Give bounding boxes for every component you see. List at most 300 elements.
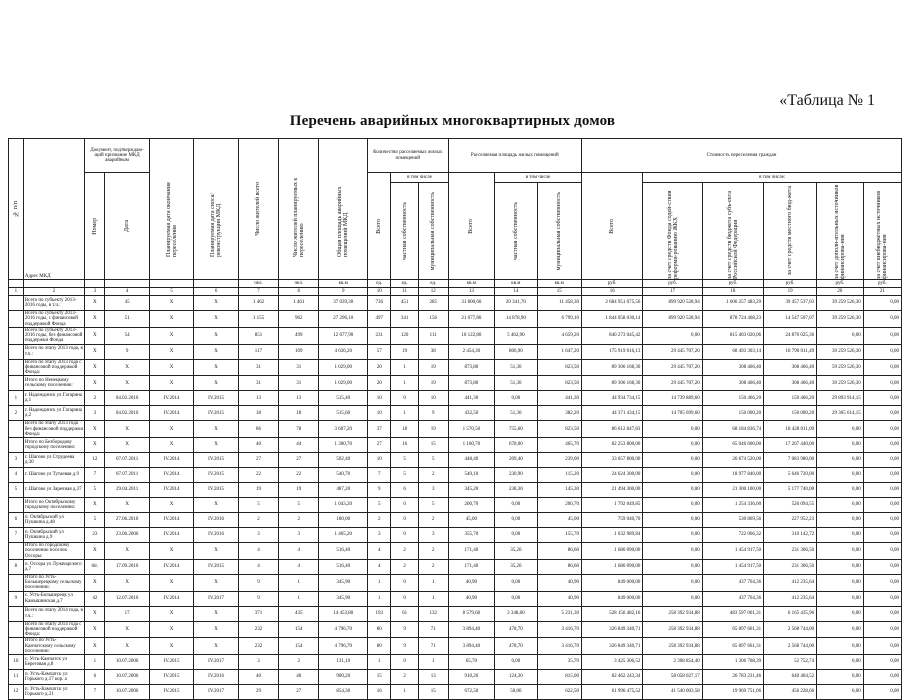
table-cell: 3	[85, 406, 105, 421]
row-address: п. Усть-Камчатск ул Горького д.17 кор. а	[23, 670, 84, 685]
table-cell: 0	[391, 498, 419, 513]
table-cell: 3 607,20	[319, 421, 368, 438]
table-cell: 355,70	[448, 528, 495, 543]
table-cell: 0,00	[643, 421, 702, 438]
table-cell: 4	[279, 559, 319, 574]
header-doc-number: Номер	[85, 173, 105, 280]
table-cell: IV.2015	[194, 559, 238, 574]
table-cell: 231 306,50	[764, 559, 817, 574]
row-address: Всего по этапу 2014 года, в т.ч.:	[23, 606, 84, 621]
table-cell: 120	[391, 327, 419, 344]
table-cell: 89 306 168,30	[581, 359, 642, 376]
table-cell: 9	[238, 574, 278, 591]
table-cell: 40,90	[537, 591, 581, 606]
row-address: Итого по Усть-Большерецкому сельскому поселению:	[23, 574, 84, 591]
table-cell: 2	[391, 543, 419, 560]
table-cell: 19	[418, 376, 448, 391]
table-row	[9, 468, 902, 483]
table-cell: 2	[279, 513, 319, 528]
unit-cell: кв.м	[537, 280, 581, 288]
unit-cell: руб.	[581, 280, 642, 288]
table-cell: 5 462,90	[495, 327, 537, 344]
table-cell: 1 254 336,00	[702, 498, 763, 513]
table-cell: X	[194, 327, 238, 344]
table-cell: 1 300,70	[319, 438, 368, 453]
row-number	[9, 359, 24, 376]
table-cell: 1 032 989,84	[581, 528, 642, 543]
table-cell: 516,40	[319, 543, 368, 560]
unit-cell	[9, 280, 24, 288]
table-cell: 10.07.2006	[105, 670, 150, 685]
table-cell: 31	[279, 376, 319, 391]
header-cost: Стоимость переселения граждан	[581, 139, 901, 173]
table-cell: 29 365 614,15	[817, 406, 864, 421]
table-cell: IV.2014	[149, 391, 193, 406]
table-cell: 823,50	[537, 421, 581, 438]
row-address: Итого по Безбородову городскому поселению:	[23, 438, 84, 453]
table-cell: X	[149, 638, 193, 655]
emergency-houses-table	[8, 138, 902, 700]
table-cell: 0,00	[495, 391, 537, 406]
table-cell: 50,00	[495, 685, 537, 700]
table-cell: 0,00	[817, 468, 864, 483]
table-cell: 0,00	[817, 655, 864, 670]
table-cell: 2	[368, 513, 391, 528]
table-row	[9, 655, 902, 670]
table-cell: 132	[418, 606, 448, 621]
table-cell: 678,00	[495, 438, 537, 453]
table-cell: 78	[279, 421, 319, 438]
table-cell: 2	[391, 670, 419, 685]
table-cell: X	[105, 421, 150, 438]
table-cell: 109	[279, 344, 319, 359]
column-number: 2	[23, 288, 84, 296]
table-cell: 2	[418, 468, 448, 483]
table-cell: 7	[85, 468, 105, 483]
table-cell: 29 893 914,15	[817, 391, 864, 406]
table-cell: 145,30	[537, 483, 581, 498]
table-cell: 117	[238, 344, 278, 359]
table-cell: 26 674 520,00	[702, 453, 763, 468]
table-row	[9, 344, 902, 359]
row-address: Всего по субъекту 2013-2016 годы, без финансовой поддержки Фонда	[23, 327, 84, 344]
row-number: 8	[9, 559, 24, 574]
table-cell: 497	[368, 311, 391, 328]
table-cell: 9	[238, 591, 278, 606]
header-residents-total: Число жителей всего	[238, 139, 278, 280]
table-cell: 86	[238, 421, 278, 438]
table-cell: 900,20	[319, 670, 368, 685]
table-cell: 3 416,70	[537, 638, 581, 655]
table-cell: 65 897 661,31	[702, 638, 763, 655]
table-cell: X	[149, 438, 193, 453]
table-row	[9, 685, 902, 700]
table-cell: 0,00	[817, 543, 864, 560]
table-cell: 44 371 434,15	[581, 406, 642, 421]
table-cell: 19	[418, 359, 448, 376]
table-cell: 0,00	[863, 543, 901, 560]
table-cell: 1 029,00	[319, 376, 368, 391]
table-cell: 22	[279, 468, 319, 483]
table-cell: 910,20	[448, 670, 495, 685]
table-row	[9, 311, 902, 328]
column-number: 13	[448, 288, 495, 296]
table-cell: 150 466,20	[764, 391, 817, 406]
row-address: г. Надеждинск ул Гагарина д.1	[23, 391, 84, 406]
table-cell: X	[149, 621, 193, 638]
table-cell: IV.2014	[149, 406, 193, 421]
table-cell: 155,70	[537, 528, 581, 543]
table-cell: 736	[368, 296, 391, 311]
table-cell: 200,70	[448, 498, 495, 513]
table-cell: 4	[279, 543, 319, 560]
table-cell: 0,00	[643, 468, 702, 483]
header-subject-budget: за счет средств бюджета субъ-екта Российской Федерации	[702, 183, 763, 280]
table-cell: X	[194, 438, 238, 453]
table-cell: 154	[279, 621, 319, 638]
header-total-area: Общая площадь аварийных помещений МКД	[319, 139, 368, 280]
table-cell: 29	[238, 685, 278, 700]
table-cell: 0,00	[817, 591, 864, 606]
table-row	[9, 327, 902, 344]
table-cell: 59 259 526,30	[817, 359, 864, 376]
table-cell: 3	[418, 528, 448, 543]
table-cell: 540,10	[448, 468, 495, 483]
table-cell: 435	[279, 606, 319, 621]
unit-cell: руб.	[863, 280, 901, 288]
table-cell: 5	[238, 498, 278, 513]
row-number: 11	[9, 670, 24, 685]
table-cell: 412 235,64	[764, 574, 817, 591]
table-cell: X	[85, 376, 105, 391]
table-cell: X	[105, 359, 150, 376]
row-address: п. Октябрьский ул Пушкина д.48	[23, 513, 84, 528]
table-cell: 806,90	[495, 344, 537, 359]
table-cell: 13	[238, 391, 278, 406]
row-address: г. Шагово ул Струдеева д.30	[23, 453, 84, 468]
table-cell: IV.2015	[149, 685, 193, 700]
table-cell: 4 659,20	[537, 327, 581, 344]
table-cell: IV.2014	[149, 528, 193, 543]
header-area-municipal: муниципальная собственность	[537, 183, 581, 280]
table-cell: 4 796,70	[319, 621, 368, 638]
table-cell: 4	[238, 559, 278, 574]
table-cell: 150 000,20	[702, 406, 763, 421]
table-cell: 3	[279, 528, 319, 543]
table-cell: 0,00	[495, 574, 537, 591]
table-cell: 672,50	[448, 685, 495, 700]
table-cell: 150 000,20	[764, 406, 817, 421]
row-number	[9, 327, 24, 344]
table-cell: X	[149, 376, 193, 391]
table-cell: 0,00	[817, 421, 864, 438]
table-cell: 12	[85, 453, 105, 468]
table-cell: 29.04.2011	[105, 483, 150, 498]
table-cell: IV.2016	[194, 513, 238, 528]
table-cell: 150 466,20	[702, 391, 763, 406]
row-address: г. Шагово ул Тутаевая д.9	[23, 468, 84, 483]
table-cell: 0,00	[817, 528, 864, 543]
table-cell: X	[149, 344, 193, 359]
table-cell: 71	[418, 638, 448, 655]
column-number: 14	[495, 288, 537, 296]
table-cell: 9	[391, 638, 419, 655]
table-cell: IV.2015	[149, 655, 193, 670]
table-cell: 308 466,40	[764, 359, 817, 376]
table-cell: 0,00	[863, 559, 901, 574]
table-cell: 39 259 526,30	[817, 296, 864, 311]
table-cell: IV.2014	[149, 559, 193, 574]
table-cell: 58 058 027,17	[643, 670, 702, 685]
table-cell: 516,40	[319, 559, 368, 574]
unit-cell: кв.м	[448, 280, 495, 288]
table-cell: 0,00	[643, 438, 702, 453]
table-row	[9, 638, 902, 655]
table-cell: 0,00	[817, 638, 864, 655]
table-cell: IV.2016	[194, 528, 238, 543]
table-cell: 86,60	[537, 543, 581, 560]
row-number: 9	[9, 591, 24, 606]
column-number: 3	[85, 288, 105, 296]
column-number: 7	[238, 288, 278, 296]
table-cell: 68 184 836,74	[702, 421, 763, 438]
table-cell: 27.06.2010	[105, 513, 150, 528]
unit-cell: кв.м	[319, 280, 368, 288]
table-cell: X	[85, 359, 105, 376]
table-cell: 86,60	[537, 559, 581, 574]
table-cell: 19	[391, 344, 419, 359]
table-cell: IV.2015	[194, 391, 238, 406]
row-number	[9, 638, 24, 655]
row-number: 5	[9, 483, 24, 498]
table-cell: 1	[368, 591, 391, 606]
table-cell: 0,00	[863, 359, 901, 376]
row-address: с. Усть-Большерецк ул Камышинская д.7	[23, 591, 84, 606]
table-cell: 1 462	[238, 296, 278, 311]
table-cell: 0	[391, 591, 419, 606]
table-cell: 10	[368, 391, 391, 406]
table-cell: IV.2014	[149, 513, 193, 528]
row-address: с. Усть-Камчатск ул Береговая д.8	[23, 655, 84, 670]
unit-cell: кв.м	[495, 280, 537, 288]
table-cell: 0,00	[863, 438, 901, 453]
table-cell: X	[105, 376, 150, 391]
row-address: п. Оссора ул Луначарского д.7	[23, 559, 84, 574]
table-cell: 71	[418, 621, 448, 638]
row-number: 4	[9, 468, 24, 483]
row-address: г. Надеждинск ул Гагарина д.2	[23, 406, 84, 421]
table-cell: 44	[279, 438, 319, 453]
table-row	[9, 391, 902, 406]
row-address: г. Шагово ул Заречная д.37	[23, 483, 84, 498]
table-cell: 6 799,10	[537, 311, 581, 328]
table-cell: X	[105, 574, 150, 591]
table-cell: 5 646 720,00	[764, 468, 817, 483]
table-cell: 0,00	[643, 498, 702, 513]
table-cell: 0,00	[863, 406, 901, 421]
table-cell: 258 392 934,88	[643, 638, 702, 655]
table-cell: 6tr.	[85, 559, 105, 574]
table-cell: 31	[279, 359, 319, 376]
header-local-budget: за счет средств местного бюд-жета	[764, 183, 817, 280]
table-cell: 3 894,40	[448, 621, 495, 638]
table-cell: 9	[391, 621, 419, 638]
table-cell: 9	[105, 344, 150, 359]
table-cell: 341	[391, 311, 419, 328]
table-cell: 13	[418, 670, 448, 685]
table-cell: X	[85, 638, 105, 655]
row-address: Всего по этапу 2013 года с финансовой поддержкой Фонда:	[23, 359, 84, 376]
column-number: 9	[319, 288, 368, 296]
table-cell: 31	[238, 376, 278, 391]
table-cell: 175 919 016,13	[581, 344, 642, 359]
table-cell: 124,30	[495, 670, 537, 685]
header-num: № п/п	[9, 139, 24, 280]
table-cell: 07.07.2011	[105, 468, 150, 483]
table-cell: 9	[368, 483, 391, 498]
table-cell: 0	[391, 391, 419, 406]
table-cell: 10	[368, 406, 391, 421]
table-cell: 2 308 854,40	[643, 655, 702, 670]
table-cell: 18	[238, 406, 278, 421]
table-cell: 640 404,52	[764, 670, 817, 685]
table-cell: 14 705 699,60	[643, 406, 702, 421]
table-cell: 2	[279, 655, 319, 670]
table-cell: 156	[418, 311, 448, 328]
table-cell: 478,70	[495, 638, 537, 655]
row-number	[9, 421, 24, 438]
table-cell: 0,00	[817, 438, 864, 453]
table-cell: 0,00	[863, 591, 901, 606]
column-number: 15	[537, 288, 581, 296]
table-cell: 0,00	[643, 574, 702, 591]
row-number	[9, 376, 24, 391]
table-cell: 0,00	[817, 559, 864, 574]
unit-cell	[105, 280, 150, 288]
table-row	[9, 296, 902, 311]
table-cell: 19 969 751,06	[702, 685, 763, 700]
table-cell: 39 259 526,30	[817, 311, 864, 328]
table-cell: 14 547 507,07	[764, 311, 817, 328]
table-cell: 4 636,20	[319, 344, 368, 359]
table-row	[9, 670, 902, 685]
table-cell: 0,00	[863, 483, 901, 498]
table-cell: IV.2014	[149, 483, 193, 498]
table-cell: 232	[238, 621, 278, 638]
table-cell: 26 783 231,46	[702, 670, 763, 685]
table-cell: 16	[391, 438, 419, 453]
column-number: 10	[368, 288, 391, 296]
column-number: 19	[764, 288, 817, 296]
table-cell: 515,60	[319, 406, 368, 421]
table-cell: 0,00	[863, 453, 901, 468]
table-cell: 18 977 840,00	[702, 468, 763, 483]
column-number: 21	[863, 288, 901, 296]
table-cell: 3 894,40	[448, 638, 495, 655]
table-cell: 42	[85, 591, 105, 606]
unit-cell	[149, 280, 193, 288]
table-cell: 1 465,20	[319, 528, 368, 543]
table-cell: 2	[418, 559, 448, 574]
table-cell: 0,00	[817, 574, 864, 591]
table-cell: 51,30	[495, 406, 537, 421]
table-cell: 5	[418, 498, 448, 513]
table-cell: 38	[418, 344, 448, 359]
table-cell: IV.2015	[194, 483, 238, 498]
table-cell: 19	[238, 483, 278, 498]
table-cell: 27	[368, 438, 391, 453]
table-cell: 478,70	[495, 621, 537, 638]
table-cell: 238,30	[495, 483, 537, 498]
table-cell: 0,00	[863, 296, 901, 311]
table-cell: 2 684 951 075,56	[581, 296, 642, 311]
table-cell: 1	[391, 359, 419, 376]
table-cell: 5 231,30	[537, 606, 581, 621]
table-cell: 239,00	[537, 453, 581, 468]
row-number: 7	[9, 528, 24, 543]
table-cell: 308 466,40	[764, 376, 817, 391]
row-number: 1	[9, 391, 24, 406]
table-cell: 5	[368, 498, 391, 513]
table-cell: 61 996 475,52	[581, 685, 642, 700]
table-cell: 2	[418, 543, 448, 560]
table-cell: 10	[368, 453, 391, 468]
row-number: 12	[9, 685, 24, 700]
column-number: 6	[194, 288, 238, 296]
table-cell: X	[194, 638, 238, 655]
unit-cell: руб.	[702, 280, 763, 288]
table-cell: X	[85, 344, 105, 359]
table-cell: 515,40	[319, 391, 368, 406]
table-cell: 18	[279, 406, 319, 421]
table-cell: 412 235,64	[764, 591, 817, 606]
table-cell: 22	[238, 468, 278, 483]
table-cell: 1 844 058 030,14	[581, 311, 642, 328]
unit-cell	[85, 280, 105, 288]
units-row	[9, 280, 902, 288]
table-cell: 0,00	[863, 311, 901, 328]
header-fund: за счет средств Фонда содей-ствия реформи-рованию ЖКХ	[643, 183, 702, 280]
table-cell: X	[85, 498, 105, 513]
table-cell: 3 425 306,52	[581, 655, 642, 670]
unit-cell	[23, 280, 84, 288]
table-cell: 37 039,30	[319, 296, 368, 311]
table-cell: X	[149, 606, 193, 621]
row-address: Итого по Октябрьскому городскому поселению:	[23, 498, 84, 513]
table-cell: 35,70	[537, 655, 581, 670]
header-rooms-count: Количество расселяемых жилых помещений	[368, 139, 448, 173]
table-cell: 1 454 917,50	[702, 543, 763, 560]
table-cell: 0,00	[643, 528, 702, 543]
table-cell: 0,00	[863, 391, 901, 406]
header-extra-sources: за счет дополн-ительных источников финансирова-ния	[817, 183, 864, 280]
table-cell: 23	[85, 528, 105, 543]
table-row	[9, 606, 902, 621]
table-cell: 61	[391, 606, 419, 621]
table-cell: X	[85, 296, 105, 311]
table-cell: X	[85, 543, 105, 560]
table-cell: 180,00	[319, 513, 368, 528]
table-cell: 0,00	[495, 591, 537, 606]
unit-cell: ед.	[391, 280, 419, 288]
table-cell: 0,00	[863, 513, 901, 528]
table-cell: IV.2015	[194, 468, 238, 483]
table-cell: 3	[238, 528, 278, 543]
table-cell: 19	[279, 483, 319, 498]
header-rooms-municipal: муниципальная собственность	[418, 183, 448, 280]
table-cell: 17 207 440,00	[764, 438, 817, 453]
table-row	[9, 421, 902, 438]
